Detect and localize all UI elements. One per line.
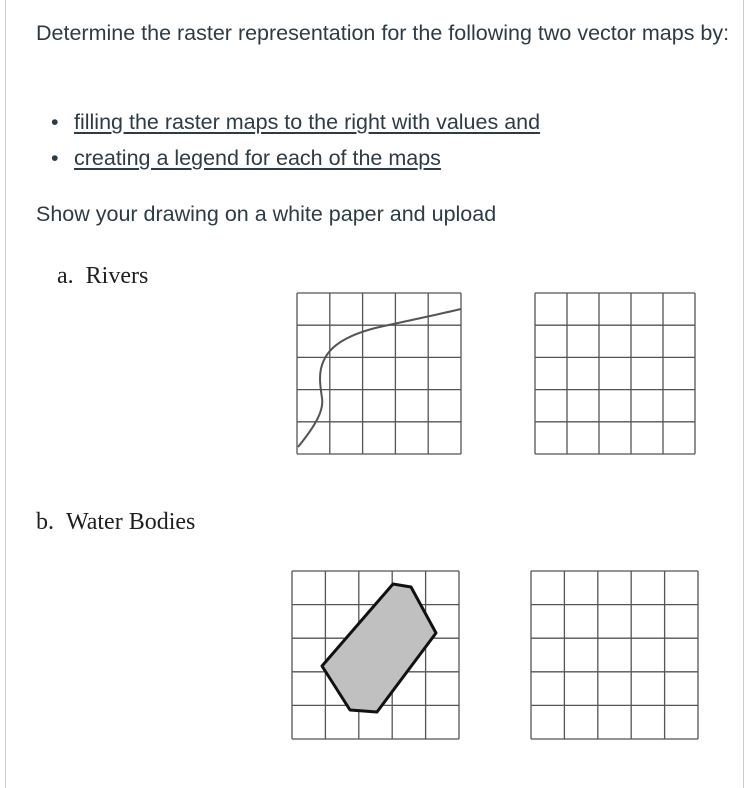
rivers-raster-grid[interactable] (535, 293, 695, 454)
water-raster-grid[interactable] (531, 571, 698, 739)
section-a-letter: a. (57, 263, 74, 289)
upload-instruction: Show your drawing on a white paper and upload (36, 202, 497, 226)
river-line (298, 309, 461, 447)
bullet-icon: • (51, 146, 59, 170)
task-text: filling the raster maps to the right with values and (74, 110, 541, 134)
question-intro: Determine the raster representation for the following two vector maps by: (36, 21, 730, 45)
section-b-title: Water Bodies (66, 509, 196, 535)
bullet-icon: • (51, 110, 59, 134)
section-b-letter: b. (36, 509, 54, 535)
task-text: creating a legend for each of the maps (74, 146, 441, 170)
section-a-title: Rivers (85, 263, 149, 289)
water-body-polygon (322, 584, 436, 712)
rivers-vector-grid (297, 293, 461, 454)
